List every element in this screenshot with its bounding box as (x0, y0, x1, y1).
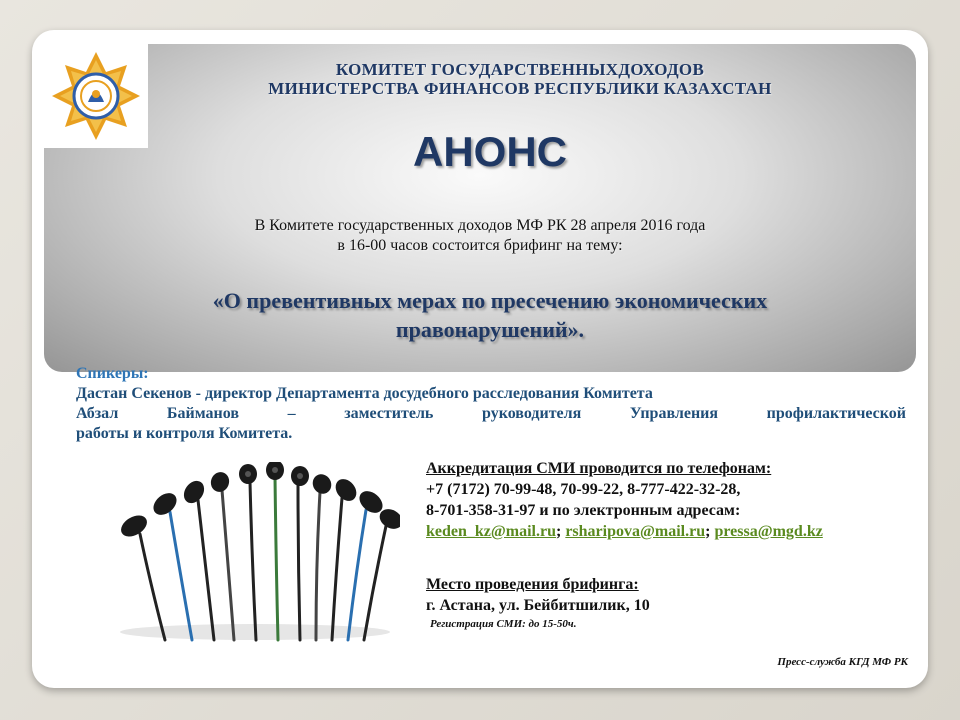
speaker-1: Дастан Секенов - директор Департамента досудебного расследования Комитета (76, 385, 653, 402)
briefing-topic (80, 286, 900, 344)
venue-title: Место проведения брифинга: (426, 576, 639, 593)
microphones-illustration (110, 462, 400, 642)
committee-title (190, 60, 850, 98)
speaker-2-line-1: Абзал Байманов – заместитель руководителя Управления профилактической (76, 405, 906, 422)
email-link-3[interactable]: pressa@mgd.kz (714, 523, 823, 540)
accreditation-title: Аккредитация СМИ проводится по телефонам: (426, 460, 772, 477)
venue-section (426, 574, 916, 632)
venue-address: г. Астана, ул. Бейбитшилик, 10 (426, 597, 650, 614)
intro-line-2: в 16-00 часов состоится брифинг на тему: (337, 237, 623, 254)
announcement-intro (140, 216, 820, 256)
committee-line-2: МИНИСТЕРСТВА ФИНАНСОВ РЕСПУБЛИКИ КАЗАХСТАН (268, 79, 772, 98)
email-list (426, 521, 916, 542)
intro-line-1: В Комитете государственных доходов МФ РК 28 апреля 2016 года (254, 217, 706, 234)
registration-note: Регистрация СМИ: до 15-50ч. (430, 618, 577, 630)
emblem-logo (44, 44, 148, 148)
topic-line-1: «О превентивных мерах по пресечению экономических (212, 288, 768, 313)
accreditation-phones-1: +7 (7172) 70-99-48, 70-99-22, 8-777-422-32-28, (426, 481, 741, 498)
page-title: АНОНС (413, 128, 567, 175)
accreditation-section (426, 458, 916, 542)
email-link-1[interactable]: keden_kz@mail.ru (426, 523, 556, 540)
speaker-2-line-2: работы и контроля Комитета. (76, 425, 293, 442)
topic-line-2: правонарушений». (395, 317, 585, 342)
email-link-2[interactable]: rsharipova@mail.ru (565, 523, 706, 540)
accreditation-phones-2: 8-701-358-31-97 и по электронным адресам: (426, 502, 741, 519)
email-separator: ; (556, 523, 562, 540)
email-separator: ; (705, 523, 711, 540)
speakers-section (76, 364, 906, 444)
speakers-heading: Спикеры: (76, 365, 149, 382)
press-service-signature: Пресс-служба КГД МФ РК (777, 656, 908, 668)
emblem-star-icon (44, 44, 148, 148)
committee-line-1: КОМИТЕТ ГОСУДАРСТВЕННЫХДОХОДОВ (335, 60, 705, 79)
